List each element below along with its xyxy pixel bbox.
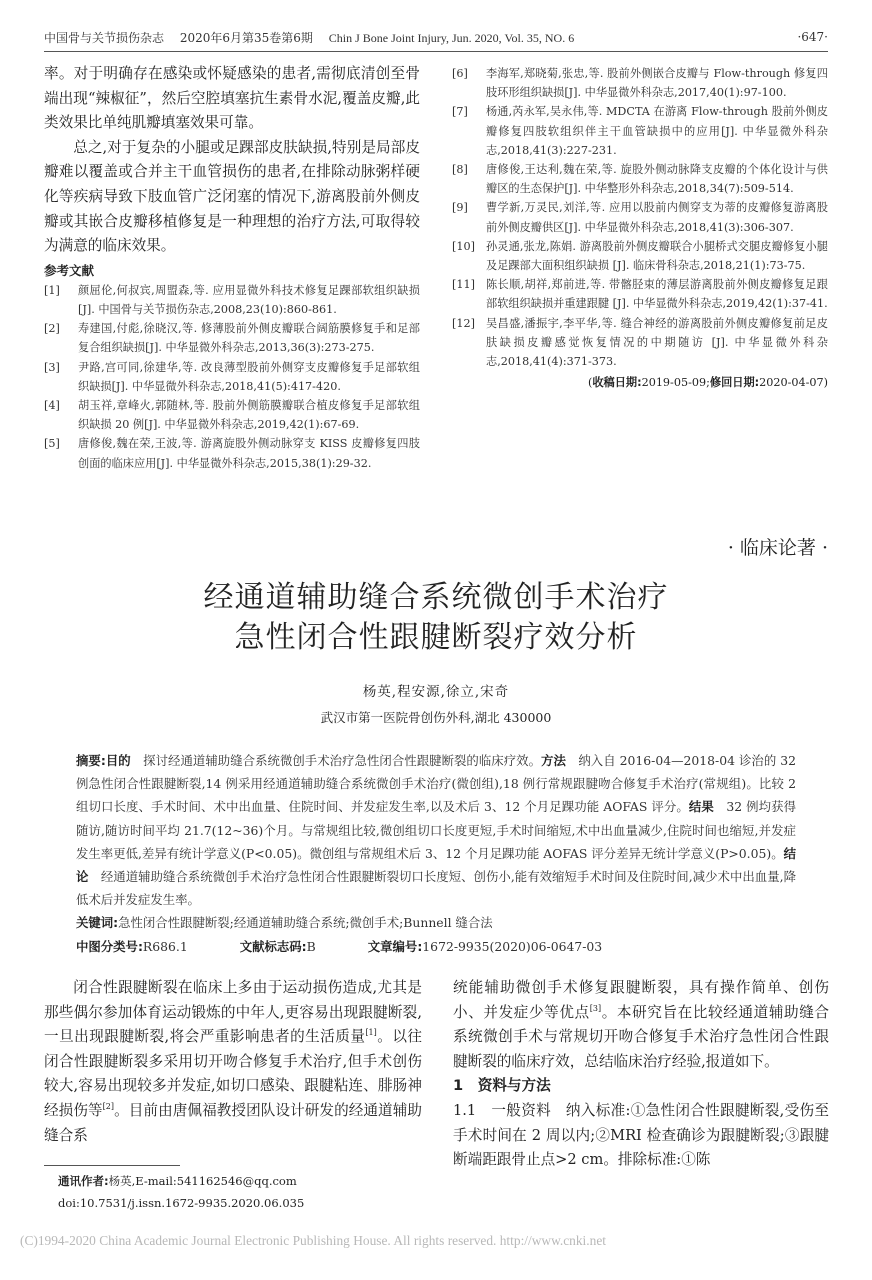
reference-text: 陈长顺,胡祥,郑前进,等. 带髂胫束的薄层游离股前外侧皮瓣修复足跟部软组织缺损并重建跟腱 [J]. 中华显微外科杂志,2019,42(1):37-41. — [486, 278, 828, 311]
subsection-1-1: 1.1 一般资料 纳入标准:①急性闭合性跟腱断裂,受伤至手术时间在 2 周以内;②MRI 检查确诊为跟腱断裂;③跟腱断端距跟骨止点>2 cm。排除标准:①陈 — [453, 1101, 829, 1169]
affiliation: 武汉市第一医院骨创伤外科,湖北 430000 — [320, 710, 552, 725]
objective-text: 探讨经通道辅助缝合系统微创手术治疗急性闭合性跟腱断裂的临床疗效。 — [143, 753, 542, 768]
doi[interactable]: doi:10.7531/j.issn.1672-9935.2020.06.035 — [58, 1196, 305, 1210]
reference-item — [452, 275, 828, 313]
reference-number: [12] — [452, 316, 475, 330]
article-title — [0, 578, 872, 658]
reference-item — [44, 358, 420, 396]
authors: 杨英,程安源,徐立,宋奇 — [362, 684, 510, 700]
reference-number: [5] — [44, 437, 60, 451]
reference-item — [452, 237, 828, 275]
reference-number: [9] — [452, 201, 468, 215]
reference-number: [4] — [44, 398, 60, 412]
prev-article-right-column — [452, 64, 828, 393]
copyright-notice: (C)1994-2020 China Academic Journal Electronic Publishing House. All rights reserved. http://www.cnki.net — [20, 1233, 606, 1248]
references-list-right — [452, 64, 828, 371]
corresponding-author: 通讯作者:杨英,E-mail:541162546@qq.com — [58, 1174, 297, 1188]
body-left-column — [44, 976, 422, 1148]
page-number: ·647· — [797, 30, 828, 44]
reference-text: 唐修俊,王达利,魏在荣,等. 旋股外侧动脉降支皮瓣的个体化设计与供瓣区的生态保护[J]. 中华整形外科杂志,2018,34(7):509-514. — [486, 163, 828, 196]
reference-text: 胡玉祥,章峰火,郭随林,等. 股前外侧筋膜瓣联合植皮修复手足部软组织缺损 20 例[J]. 中华显微外科杂志,2019,42(1):67-69. — [78, 398, 420, 432]
reference-item — [452, 64, 828, 102]
footnote-divider — [44, 1165, 180, 1166]
citation-3[interactable]: [3] — [589, 1003, 602, 1013]
reference-text: 尹路,宫可同,徐建华,等. 改良薄型股前外侧穿支皮瓣修复手足部软组织缺损[J]. 中华显微外科杂志,2018,41(5):417-420. — [78, 360, 420, 393]
references-list-left — [44, 281, 420, 473]
classification-line — [76, 935, 796, 958]
section-heading-1: 1 资料与方法 — [453, 1077, 551, 1095]
running-header — [44, 26, 828, 48]
reference-item — [44, 319, 420, 357]
body-right-column — [453, 976, 829, 1173]
reference-text: 李海军,郑晓菊,张忠,等. 股前外侧嵌合皮瓣与 Flow-through 修复四肢环形组织缺损[J]. 中华显微外科杂志,2017,40(1):97-100. — [486, 67, 828, 100]
references-heading: 参考文献 — [44, 262, 95, 278]
reference-item — [452, 198, 828, 236]
reference-number: [1] — [44, 283, 60, 297]
header-journal-info — [44, 29, 586, 46]
title-line-2: 急性闭合性跟腱断裂疗效分析 — [234, 620, 638, 655]
journal-issue-cn: 2020年6月第35卷第6期 — [179, 30, 313, 45]
methods-text: 纳入自 2016-04—2018-04 诊治的 32 例急性闭合性跟腱断裂,14 例采用经通道辅助缝合系统微创手术治疗(微创组),18 例行常规跟腱吻合修复手术治疗(常规组)。比较 2 组切口长度、手术时间、术中出血量、住院时间、并发症发生率,以及术后 3、12 个月足踝功能 AOFAS 评分。 — [76, 753, 797, 815]
intro-paragraph: 闭合性跟腱断裂在临床上多由于运动损伤造成,尤其是那些偶尔参加体育运动锻炼的中年人,更容易出现跟腱断裂,一旦出现跟腱断裂,将会严重影响患者的生活质量[1]。以往闭合性跟腱断裂多采用切开吻合修复手术治疗,但手术创伤较大,容易出现较多并发症,如切口感染、跟腱粘连、腓肠神经损伤等[2]。目前由唐佩福教授团队设计研发的经通道辅助缝合系 — [44, 979, 422, 1144]
intro-paragraph-cont: 统能辅助微创手术修复跟腱断裂，具有操作简单、创伤小、并发症少等优点[3]。本研究旨在比较经通道辅助缝合系统微创手术与常规切开吻合修复手术治疗急性闭合性跟腱断裂的临床疗效，总结临床治疗经验,报道如下。 — [453, 979, 829, 1070]
reference-text: 孙灵通,张龙,陈娟. 游离股前外侧皮瓣联合小腿桥式交腿皮瓣修复小腿及足踝部大面积组织缺损 [J]. 临床骨科杂志,2018,21(1):73-75. — [486, 239, 828, 273]
reference-text: 曹学新,万灵民,刘洋,等. 应用以股前内侧穿支为蒂的皮瓣修复游离股前外侧皮瓣供区[J]. 中华显微外科杂志,2018,41(3):306-307. — [486, 201, 828, 234]
reference-number: [6] — [452, 67, 468, 80]
citation-2[interactable]: [2] — [102, 1102, 115, 1112]
methods-label: 方法 — [541, 753, 566, 768]
prev-paragraph-2: 总之,对于复杂的小腿或足踝部皮肤缺损,特别是局部皮瓣难以覆盖或合并主干血管损伤的患者,在排除动脉粥样硬化等疾病导致下肢血管广泛闭塞的情况下,游离股前外侧皮瓣或其嵌合皮瓣移植修复是一种理想的治疗方法,可取得较为满意的临床效果。 — [44, 138, 420, 255]
reference-number: [8] — [452, 163, 468, 177]
reference-item — [452, 102, 828, 160]
objective-label: 目的 — [105, 753, 131, 768]
reference-number: [11] — [452, 278, 475, 292]
title-line-1: 经通道辅助缝合系统微创手术治疗 — [203, 580, 669, 615]
reference-item — [44, 281, 420, 319]
reference-number: [2] — [44, 322, 60, 336]
footnotes — [58, 1170, 304, 1214]
prev-paragraph-1: 率。对于明确存在感染或怀疑感染的患者,需彻底清创至骨端出现“辣椒征”，然后空腔填塞抗生素骨水泥,覆盖皮瓣,此类效果比单纯肌瓣填塞效果可靠。 — [44, 65, 420, 132]
reference-text: 杨通,芮永军,吴永伟,等. MDCTA 在游离 Flow-through 股前外侧皮瓣修复四肢软组织伴主干血管缺损中的应用[J]. 中华显微外科杂志,2018,41(3):227-231. — [486, 105, 828, 157]
keywords: 关键词:急性闭合性跟腱断裂;经通道辅助缝合系统;微创手术;Bunnell 缝合法 — [76, 915, 493, 931]
abstract: 摘要:目的 探讨经通道辅助缝合系统微创手术治疗急性闭合性跟腱断裂的临床疗效。方法 纳入自 2016-04—2018-04 诊治的 32 例急性闭合性跟腱断裂,14 例采用经通道辅助缝合系统微创手术治疗(微创组),18 例行常规跟腱吻合修复手术治疗(常规组)。比较 2 组切口长度、手术时间、术中出血量、住院时间、并发症发生率,以及术后 3、12 个月足踝功能 AOFAS 评分。结果 32 例均获得随访,随访时间平均 21.7(12~36)个月。与常规组比较,微创组切口长度更短,手术时间缩短,术中出血量减少,住院时间也缩短,并发症发生率更低,差异有统计学意义(P<0.05)。微创组与常规组术后 3、12 个月足踝功能 AOFAS 评分差异无统计学意义(P>0.05)。结论 经通道辅助缝合系统微创手术治疗急性闭合性跟腱断裂切口长度短、创伤小,能有效缩短手术时间及住院时间,减少术中出血量,降低术后并发症发生率。 — [76, 753, 797, 908]
results-label: 结果 — [688, 799, 714, 815]
header-divider — [44, 51, 828, 52]
reference-text: 寿建国,付彪,徐晓汉,等. 修薄股前外侧皮瓣联合阔筋膜修复手和足部复合组织缺损[J]. 中华显微外科杂志,2013,36(3):273-275. — [78, 322, 420, 355]
reference-number: [7] — [452, 105, 468, 119]
reference-number: [3] — [44, 360, 60, 374]
conclusion-text: 经通道辅助缝合系统微创手术治疗急性闭合性跟腱断裂切口长度短、创伤小,能有效缩短手术时间及住院时间,减少术中出血量,降低术后并发症发生率。 — [76, 869, 797, 908]
reference-text: 颜屈伦,何叔宾,周盟森,等. 应用显微外科技术修复足踝部软组织缺损[J]. 中国骨与关节损伤杂志,2008,23(10):860-861. — [78, 283, 420, 316]
journal-name-cn: 中国骨与关节损伤杂志 — [44, 30, 165, 45]
reference-text: 唐修俊,魏在荣,王波,等. 游离旋股外侧动脉穿支 KISS 皮瓣修复四肢创面的临床应用[J]. 中华显微外科杂志,2015,38(1):29-32. — [78, 437, 420, 470]
citation-1[interactable]: [1] — [365, 1028, 377, 1038]
document-code: 文献标志码:B — [239, 938, 316, 954]
received-dates: (收稿日期:2019-05-09;修回日期:2020-04-07) — [587, 376, 828, 390]
conclusion-label: 结论 — [76, 845, 796, 885]
results-text: 32 例均获得随访,随访时间平均 21.7(12~36)个月。与常规组比较,微创组切口长度更短,手术时间缩短,术中出血量减少,住院时间也缩短,并发症发生率更低,差异有统计学意义(P<0.05)。微创组与常规组术后 3、12 个月足踝功能 AOFAS 评分差异无统计学意义(P>0.05)。 — [76, 799, 797, 861]
reference-item — [452, 160, 828, 198]
reference-number: [10] — [452, 239, 475, 253]
article-number: 文章编号:1672-9935(2020)06-0647-03 — [367, 938, 603, 954]
journal-name-en: Chin J Bone Joint Injury, Jun. 2020, Vol. 35, NO. 6 — [328, 30, 575, 45]
column-tag: · 临床论著 · — [727, 537, 828, 559]
reference-item — [44, 396, 420, 434]
abstract-block — [76, 749, 796, 958]
reference-item — [44, 434, 420, 472]
reference-text: 吴昌盛,潘振宇,李平华,等. 缝合神经的游离股前外侧皮瓣修复前足皮肤缺损皮瓣感觉恢复情况的中期随访 [J]. 中华显微外科杂志,2018,41(4):371-373. — [486, 316, 828, 369]
clc-number: 中图分类号:R686.1 — [76, 938, 188, 954]
prev-article-left-column — [44, 62, 420, 473]
reference-item — [452, 314, 828, 372]
